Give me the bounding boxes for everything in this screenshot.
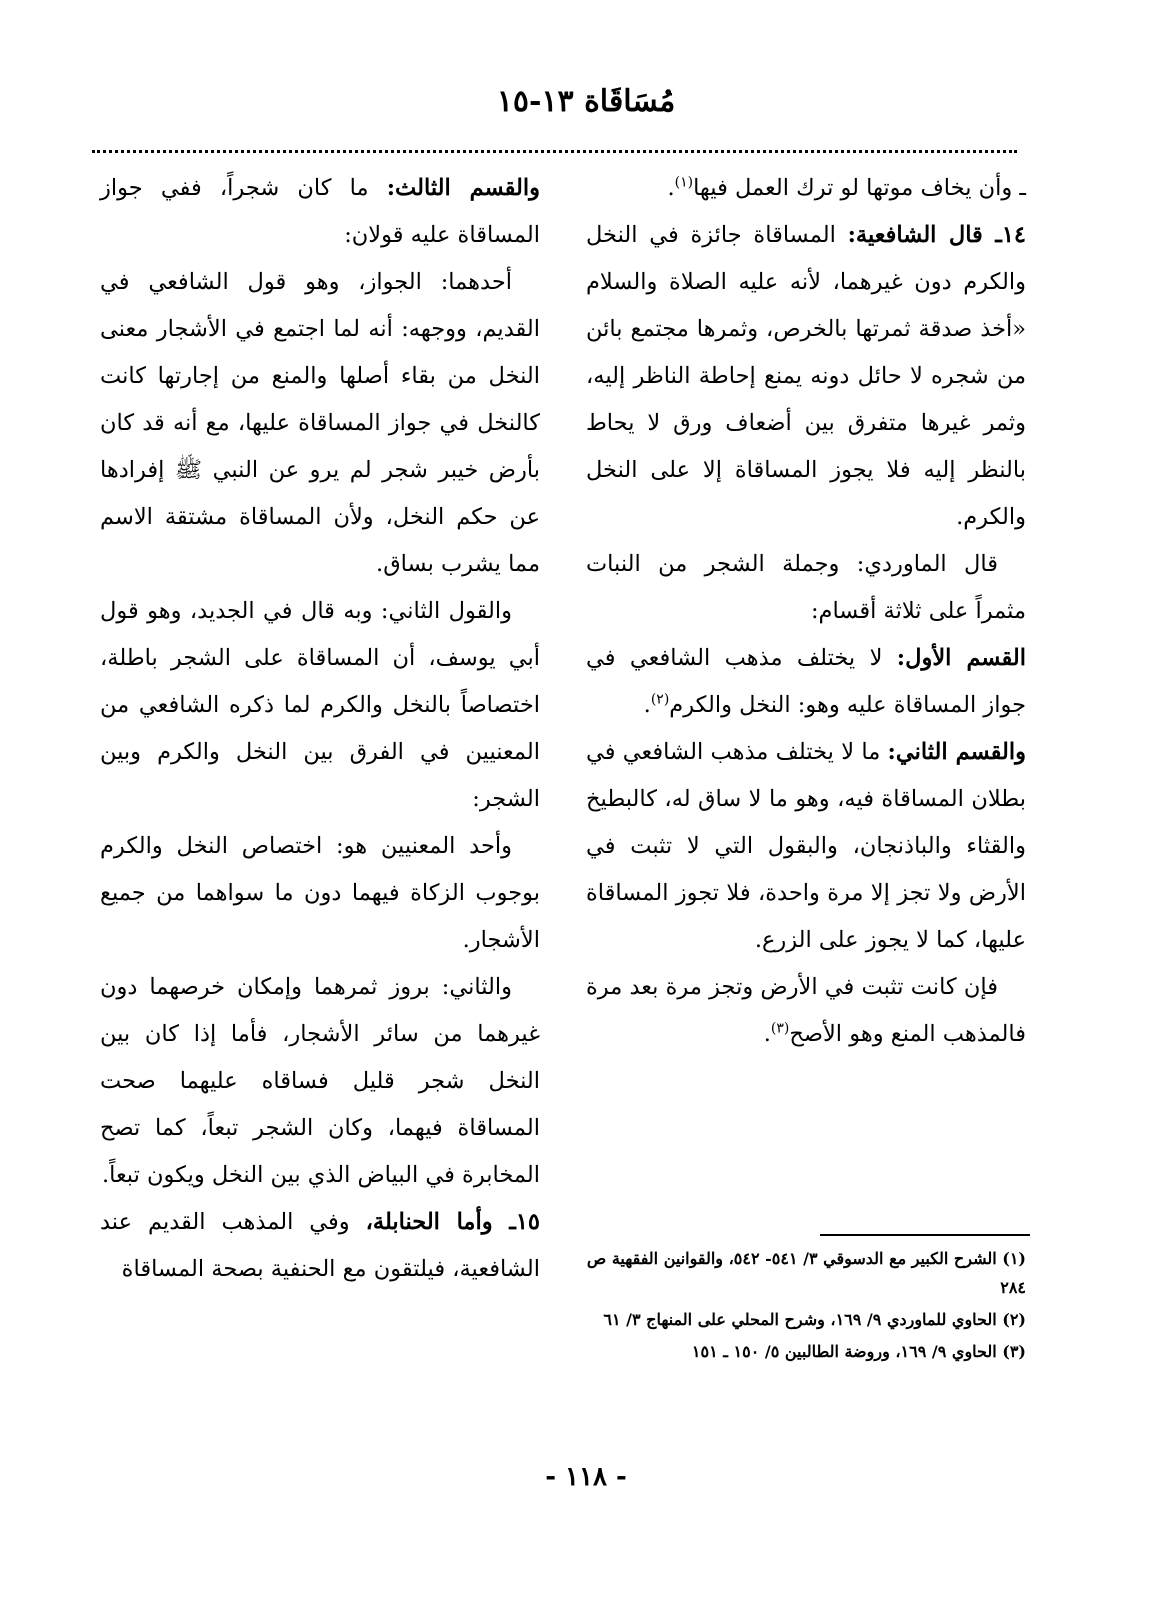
page-title: مُسَاقَاة ١٣-١٥ bbox=[496, 84, 676, 119]
paragraph: القسم الأول: لا يختلف مذهب الشافعي في جواز المساقاة عليه وهو: النخل والكرم$^{(٢)}$. bbox=[586, 645, 1026, 718]
paragraph-text: والقول الثاني: وبه قال في الجديد، وهو قول أبي يوسف، أن المساقاة على الشجر باطلة، اختصاصاً بالنخل والكرم لما ذكره الشافعي من المعنيين في الفرق بين النخل والكرم وبين الشجر: bbox=[100, 598, 540, 812]
paragraph bbox=[100, 259, 540, 588]
paragraph-text: وأحد المعنيين هو: اختصاص النخل والكرم بوجوب الزكاة فيهما دون ما سواهما من جميع الأشجار. bbox=[100, 833, 541, 953]
page-number: - ١١٨ - bbox=[545, 1462, 627, 1492]
right-column bbox=[586, 165, 1026, 1058]
section-lead: القسم الأول: bbox=[896, 645, 1026, 671]
paragraph-text: أحدهما: الجواز، وهو قول الشافعي في القديم، ووجهه: أنه لما اجتمع في الأشجار معنى النخل من بقاء أصلها والمنع من إجارتها كانت كالنخل في جواز المساقاة عليها، مع أنه قد كان بأرض خيبر شجر لم يرو عن النبي ﷺ إفرادها عن حكم النخل، ولأن المساقاة مشتقة الاسم مما يشرب بساق. bbox=[100, 269, 540, 577]
footnotes bbox=[586, 1244, 1026, 1369]
footnote-1: (١) الشرح الكبير مع الدسوقي ٣/ ٥٤١- ٥٤٢، والقوانين الفقهية ص ٢٨٤ bbox=[586, 1249, 1026, 1297]
footnote-divider bbox=[820, 1234, 1030, 1236]
left-column bbox=[100, 165, 540, 1293]
paragraph-text: فإن كانت تثبت في الأرض وتجز مرة بعد مرة فالمذهب المنع وهو الأصح bbox=[586, 974, 1026, 1047]
footnote-3: (٣) الحاوي ٩/ ١٦٩، وروضة الطالبين ٥/ ١٥٠ ـ ١٥١ bbox=[691, 1342, 1026, 1361]
paragraph-text: قال الماوردي: وجملة الشجر من النبات مثمراً على ثلاثة أقسام: bbox=[586, 551, 1026, 624]
paragraph bbox=[586, 729, 1026, 964]
paragraph-text: ما لا يختلف مذهب الشافعي في بطلان المساقاة فيه، وهو ما لا ساق له، كالبطيخ والقثاء والباذنجان، والبقول التي لا تثبت في الأرض ولا تجز إلا مرة واحدة، فلا تجوز المساقاة عليها، كما لا يجوز على الزرع. bbox=[586, 739, 1026, 953]
footnote-ref-1[interactable]: (١) bbox=[674, 174, 694, 191]
paragraph bbox=[100, 165, 540, 259]
paragraph: فإن كانت تثبت في الأرض وتجز مرة بعد مرة فالمذهب المنع وهو الأصح$^{(٣)}$. bbox=[586, 974, 1026, 1047]
section-lead: والقسم الثاني: bbox=[887, 739, 1026, 765]
paragraph-text: ما كان شجراً، ففي جواز المساقاة عليه قولان: bbox=[100, 175, 540, 248]
paragraph-text: لا يختلف مذهب الشافعي في جواز المساقاة عليه وهو: النخل والكرم bbox=[586, 645, 1026, 718]
header-divider bbox=[92, 150, 1017, 153]
footnote-ref-2[interactable]: (٢) bbox=[650, 691, 670, 708]
section-lead: ١٤ـ قال الشافعية: bbox=[847, 222, 1026, 248]
paragraph bbox=[100, 964, 540, 1199]
paragraph: ـ وأن يخاف موتها لو ترك العمل فيها$^{(١)}$. bbox=[667, 174, 1026, 201]
paragraph-text: وفي المذهب القديم عند الشافعية، فيلتقون مع الحنفية بصحة المساقاة bbox=[100, 1209, 540, 1282]
paragraph bbox=[586, 541, 1026, 635]
paragraph bbox=[100, 823, 540, 964]
footnote-ref-3[interactable]: (٣) bbox=[770, 1020, 790, 1037]
paragraph-text: المساقاة جائزة في النخل والكرم دون غيرهما، لأنه عليه الصلاة والسلام «أخذ صدقة ثمرتها بالخرص، وثمرها مجتمع بائن من شجره لا حائل دونه يمنع إحاطة الناظر إليه، وثمر غيرها متفرق بين أضعاف ورق لا يحاط بالنظر إليه فلا يجوز المساقاة إلا على النخل والكرم. bbox=[586, 222, 1026, 530]
paragraph-text: ـ وأن يخاف موتها لو ترك العمل فيها bbox=[693, 175, 1026, 201]
paragraph bbox=[586, 212, 1026, 541]
paragraph bbox=[100, 1199, 540, 1293]
section-lead: ١٥ـ وأما الحنابلة، bbox=[365, 1209, 540, 1235]
paragraph bbox=[100, 588, 540, 823]
footnote-2: (٢) الحاوي للماوردي ٩/ ١٦٩، وشرح المحلي على المنهاج ٣/ ٦١ bbox=[603, 1310, 1026, 1329]
paragraph-text: والثاني: بروز ثمرهما وإمكان خرصهما دون غيرهما من سائر الأشجار، فأما إذا كان بين النخل شجر قليل فساقاه عليهما صحت المساقاة فيهما، وكان الشجر تبعاً، كما تصح المخابرة في البياض الذي بين النخل ويكون تبعاً. bbox=[100, 974, 540, 1188]
section-lead: والقسم الثالث: bbox=[386, 175, 540, 201]
